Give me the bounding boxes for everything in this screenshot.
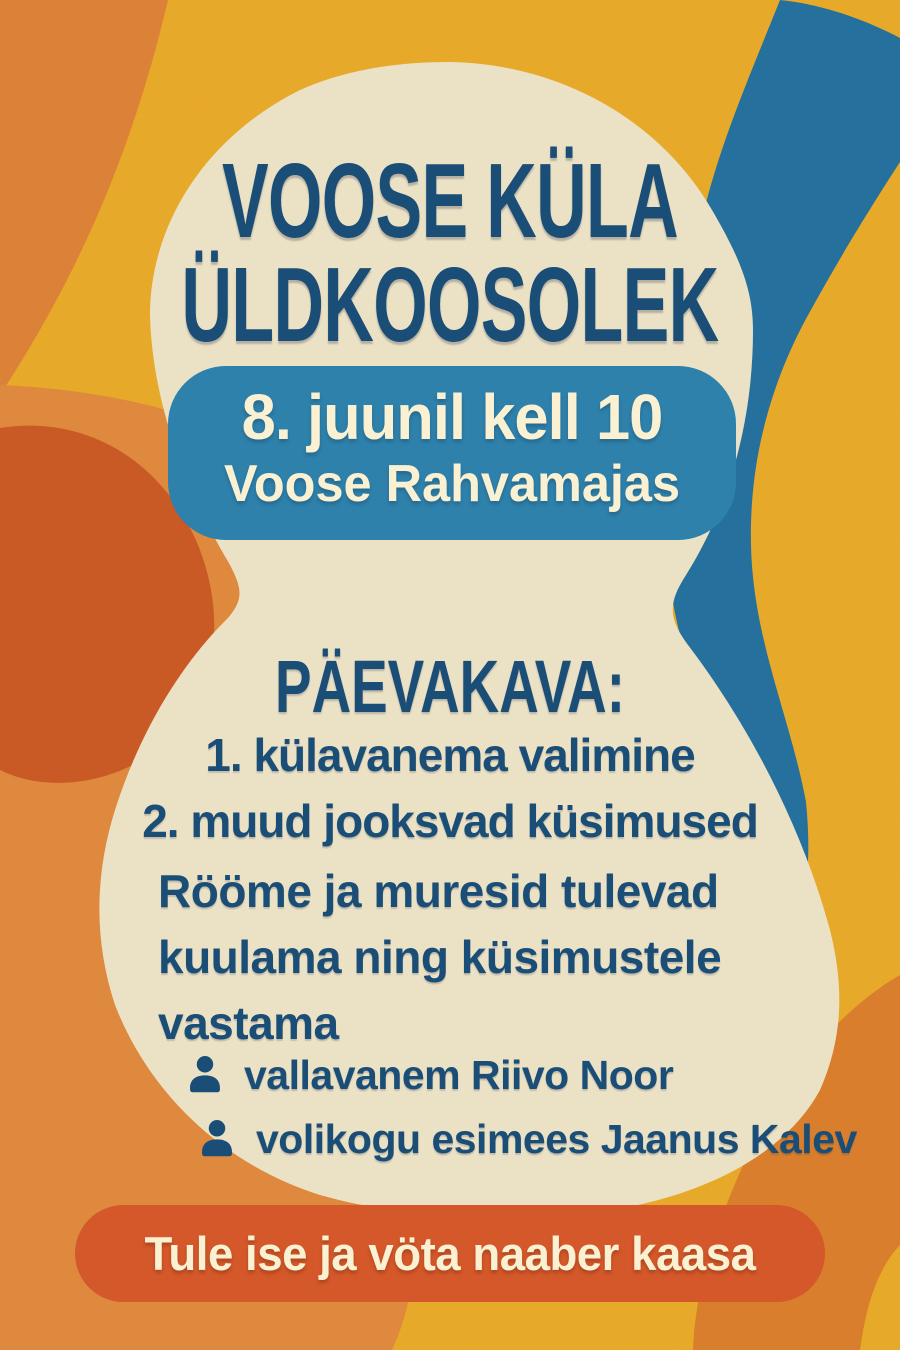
poster-title xyxy=(153,142,747,364)
agenda-item-1: 1. külavanema valimine xyxy=(205,729,695,781)
speaker-name: vallavanem Riivo Noor xyxy=(244,1051,674,1098)
footer-banner xyxy=(75,1205,825,1302)
title-line-2: ÜLDKOOSOLEK xyxy=(181,245,719,364)
person-icon xyxy=(194,1116,240,1162)
speaker-name: volikogu esimees Jaanus Kalev xyxy=(256,1115,857,1162)
intro-line-2: kuulama ning küsimustele xyxy=(158,931,722,983)
agenda-heading: PÄEVAKAVA: xyxy=(275,645,625,728)
intro-line-1: Rööme ja muresid tulevad xyxy=(158,865,719,917)
footer-banner-text: Tule ise ja vöta naaber kaasa xyxy=(144,1227,756,1280)
intro-line-3: vastama xyxy=(158,997,339,1049)
speaker-row-2 xyxy=(194,1112,857,1166)
person-icon xyxy=(182,1052,228,1098)
title-line-1: VOOSE KÜLA xyxy=(222,142,678,260)
speaker-row-1 xyxy=(182,1048,673,1102)
agenda-item-2: 2. muud jooksvad küsimused xyxy=(142,795,758,847)
event-datetime: 8. juunil kell 10 xyxy=(241,381,663,453)
date-location-box xyxy=(168,366,736,540)
intro-text xyxy=(158,858,721,1056)
event-location: Voose Rahvamajas xyxy=(223,455,681,513)
agenda-list xyxy=(0,722,900,854)
